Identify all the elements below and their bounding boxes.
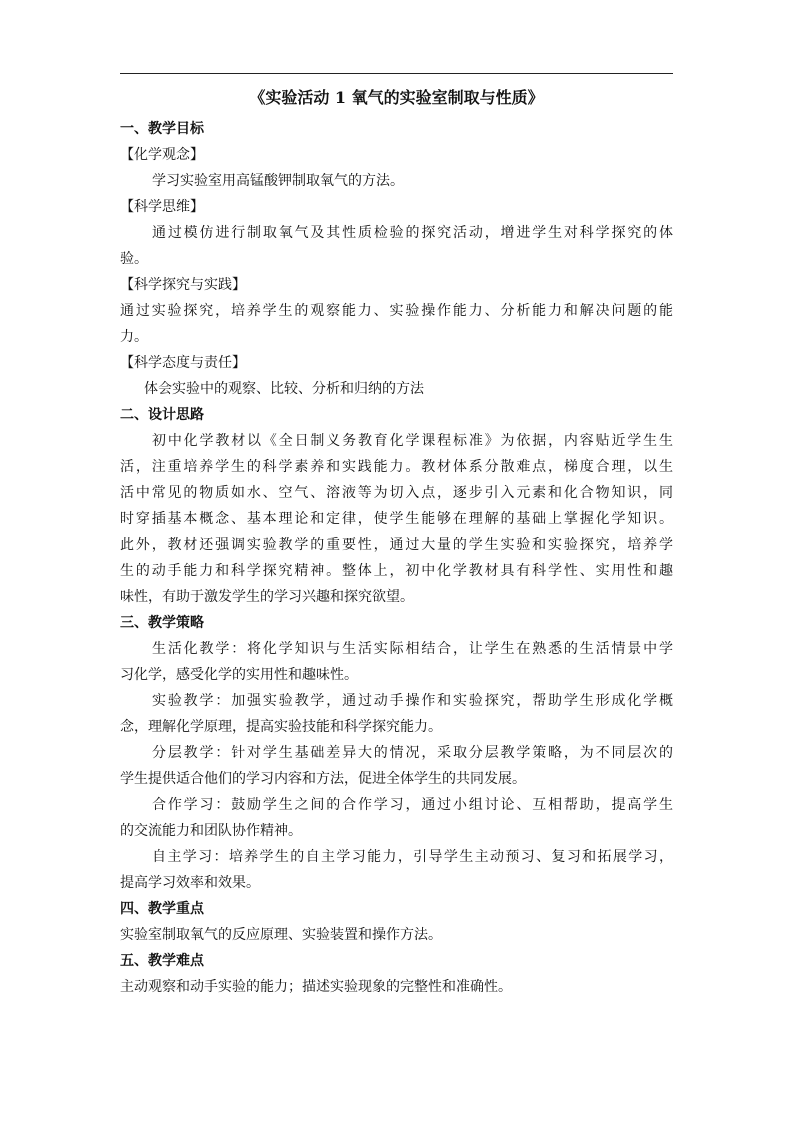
body-line: 习化学，感受化学的实用性和趣味性。 xyxy=(120,667,358,683)
document-body xyxy=(120,116,673,1000)
body-line: 验。 xyxy=(120,251,148,267)
body-line: 【科学探究与实践】 xyxy=(120,277,246,293)
body-line: 提高学习效率和效果。 xyxy=(120,875,260,891)
body-line: 实验室制取氧气的反应原理、实验装置和操作方法。 xyxy=(120,927,442,943)
body-line: 时穿插基本概念、基本理论和定律，使学生能够在理解的基础上掌握化学知识。 xyxy=(120,511,673,527)
header-rule xyxy=(120,73,673,74)
body-line: 生的动手能力和科学探究精神。整体上，初中化学教材具有科学性、实用性和趣 xyxy=(120,563,673,579)
body-line: 活，注重培养学生的科学素养和实践能力。教材体系分散难点，梯度合理，以生 xyxy=(120,459,673,475)
body-line: 【科学态度与责任】 xyxy=(120,355,246,371)
body-line: 力。 xyxy=(120,329,148,345)
body-line: 通过模仿进行制取氧气及其性质检验的探究活动，增进学生对科学探究的体 xyxy=(152,225,673,241)
document-title: 《实验活动 1 氧气的实验室制取与性质》 xyxy=(249,88,544,107)
section-heading: 四、教学重点 xyxy=(120,901,204,917)
body-line: 分层教学：针对学生基础差异大的情况，采取分层教学策略，为不同层次的 xyxy=(152,745,673,761)
section-heading: 五、教学难点 xyxy=(120,953,204,969)
body-line: 学生提供适合他们的学习内容和方法，促进全体学生的共同发展。 xyxy=(120,771,526,787)
body-line: 自主学习：培养学生的自主学习能力，引导学生主动预习、复习和拓展学习， xyxy=(152,849,673,865)
body-line: 念，理解化学原理，提高实验技能和科学探究能力。 xyxy=(120,719,442,735)
body-line: 通过实验探究，培养学生的观察能力、实验操作能力、分析能力和解决问题的能 xyxy=(120,303,673,319)
body-line: 【科学思维】 xyxy=(120,199,204,215)
body-line: 【化学观念】 xyxy=(120,147,204,163)
body-line: 合作学习：鼓励学生之间的合作学习，通过小组讨论、互相帮助，提高学生 xyxy=(152,797,673,813)
body-line: 味性，有助于激发学生的学习兴趣和探究欲望。 xyxy=(120,589,414,605)
body-line: 的交流能力和团队协作精神。 xyxy=(120,823,302,839)
section-heading: 二、设计思路 xyxy=(120,407,204,423)
body-line: 学习实验室用高锰酸钾制取氧气的方法。 xyxy=(152,173,404,189)
body-line: 生活化教学：将化学知识与生活实际相结合，让学生在熟悉的生活情景中学 xyxy=(152,641,673,657)
body-line: 主动观察和动手实验的能力；描述实验现象的完整性和准确性。 xyxy=(120,979,512,995)
body-line: 实验教学：加强实验教学，通过动手操作和实验探究，帮助学生形成化学概 xyxy=(152,693,673,709)
body-line: 活中常见的物质如水、空气、溶液等为切入点，逐步引入元素和化合物知识，同 xyxy=(120,485,673,501)
section-heading: 一、教学目标 xyxy=(120,121,204,137)
body-line: 初中化学教材以《全日制义务教育化学课程标准》为依据，内容贴近学生生 xyxy=(152,433,673,449)
body-line: 体会实验中的观察、比较、分析和归纳的方法 xyxy=(144,381,424,397)
section-heading: 三、教学策略 xyxy=(120,615,204,631)
body-line: 此外，教材还强调实验教学的重要性，通过大量的学生实验和实验探究，培养学 xyxy=(120,537,673,553)
